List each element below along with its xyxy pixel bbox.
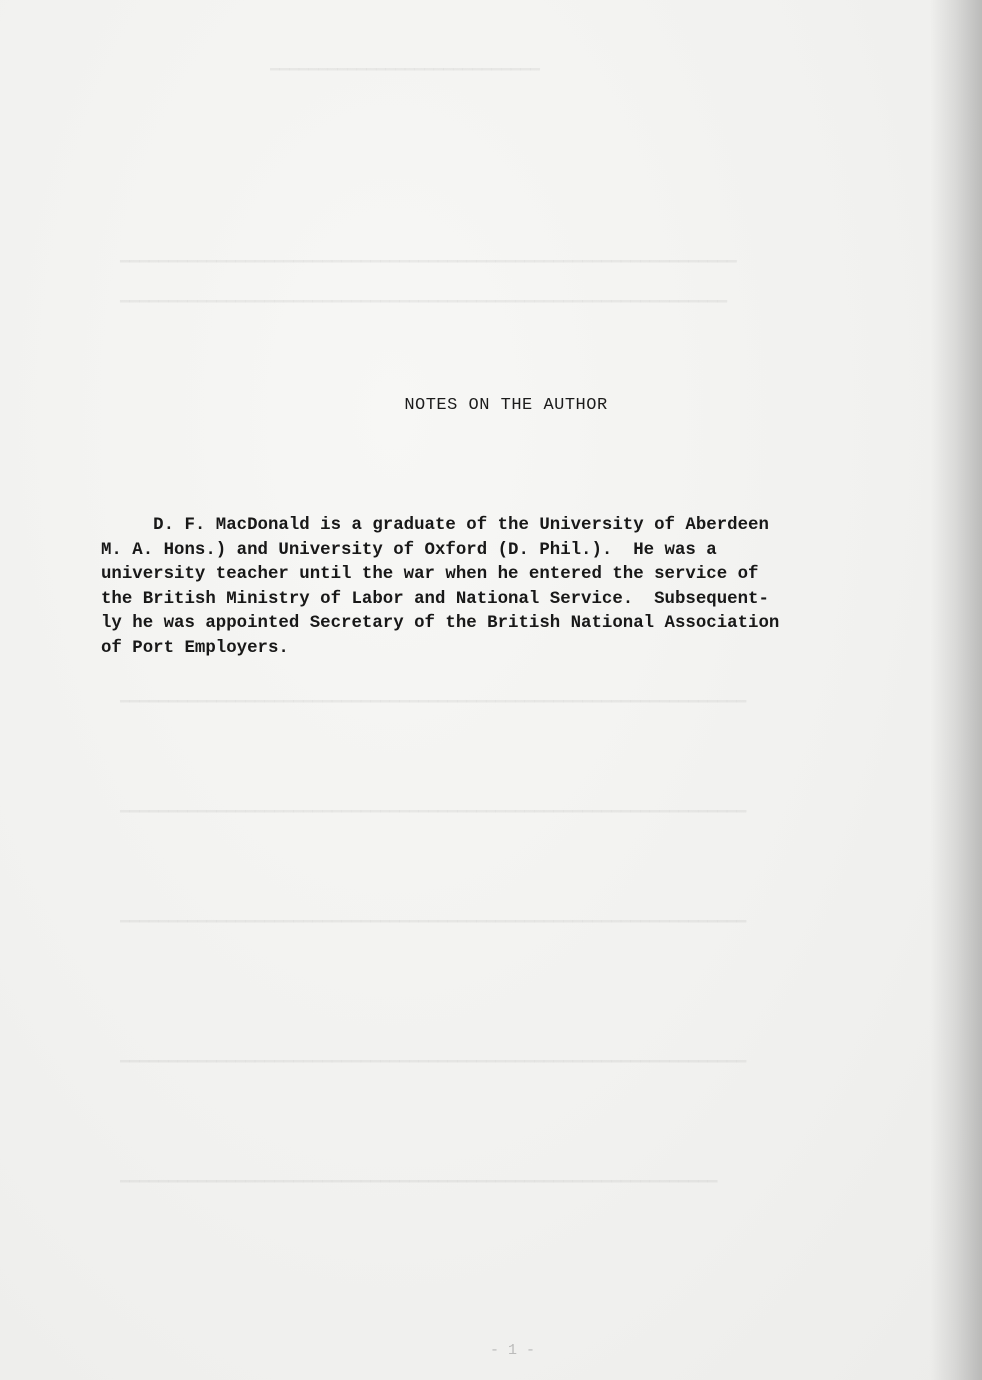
paragraph-line: the British Ministry of Labor and National Service. Subsequent- bbox=[101, 589, 769, 609]
page-number: - 1 - bbox=[490, 1342, 536, 1359]
show-through-texture: ▔▔▔▔▔▔▔▔▔▔▔▔▔▔▔▔▔▔▔▔▔▔▔▔▔▔▔▔▔▔▔▔▔▔▔▔▔▔▔▔▔▔▔▔▔▔▔▔▔▔▔▔▔▔▔▔▔▔▔▔▔▔▔▔▔ bbox=[120, 1060, 747, 1079]
paragraph-line: university teacher until the war when he entered the service of bbox=[101, 565, 759, 584]
show-through-texture: ▔▔▔▔▔▔▔▔▔▔▔▔▔▔▔▔▔▔▔▔▔▔▔▔▔▔▔▔▔▔▔▔▔▔▔▔▔▔▔▔▔▔▔▔▔▔▔▔▔▔▔▔▔▔▔▔▔▔▔▔▔▔▔▔▔ bbox=[120, 700, 747, 719]
show-through-texture: ▔▔▔▔▔▔▔▔▔▔▔▔▔▔▔▔▔▔▔▔▔▔▔▔▔▔▔▔▔▔▔▔▔▔▔▔▔▔▔▔▔▔▔▔▔▔▔▔▔▔▔▔▔▔▔▔▔▔▔▔▔▔ bbox=[120, 1180, 718, 1199]
paragraph-line: of Port Employers. bbox=[101, 638, 289, 658]
paragraph-line: M. A. Hons.) and University of Oxford (D. Phil.). He was a bbox=[101, 540, 717, 560]
show-through-texture: ▔▔▔▔▔▔▔▔▔▔▔▔▔▔▔▔▔▔▔▔▔▔▔▔▔▔▔▔▔▔▔▔▔▔▔▔▔▔▔▔▔▔▔▔▔▔▔▔▔▔▔▔▔▔▔▔▔▔▔▔▔▔▔▔▔ bbox=[120, 920, 747, 939]
author-notes-paragraph bbox=[101, 514, 901, 661]
paragraph-line: D. F. MacDonald is a graduate of the University of Aberdeen bbox=[101, 516, 769, 535]
paragraph-line: ly he was appointed Secretary of the British National Association bbox=[101, 614, 780, 633]
show-through-texture: ▔▔▔▔▔▔▔▔▔▔▔▔▔▔▔▔▔▔▔▔▔▔▔▔▔▔▔▔▔▔▔▔▔▔▔▔▔▔▔▔▔▔▔▔▔▔▔▔▔▔▔▔▔▔▔▔▔▔▔▔▔▔▔ bbox=[120, 300, 727, 319]
show-through-texture: ▔▔▔▔▔▔▔▔▔▔▔▔▔▔▔▔▔▔▔▔▔▔▔▔▔▔▔▔▔▔▔▔▔▔▔▔▔▔▔▔▔▔▔▔▔▔▔▔▔▔▔▔▔▔▔▔▔▔▔▔▔▔▔▔ bbox=[120, 260, 737, 279]
section-heading: NOTES ON THE AUTHOR bbox=[404, 396, 608, 415]
show-through-texture: ▔▔▔▔▔▔▔▔▔▔▔▔▔▔▔▔▔▔▔▔▔▔▔▔▔▔▔▔ bbox=[270, 68, 540, 87]
show-through-texture: ▔▔▔▔▔▔▔▔▔▔▔▔▔▔▔▔▔▔▔▔▔▔▔▔▔▔▔▔▔▔▔▔▔▔▔▔▔▔▔▔▔▔▔▔▔▔▔▔▔▔▔▔▔▔▔▔▔▔▔▔▔▔▔▔▔ bbox=[120, 810, 747, 829]
